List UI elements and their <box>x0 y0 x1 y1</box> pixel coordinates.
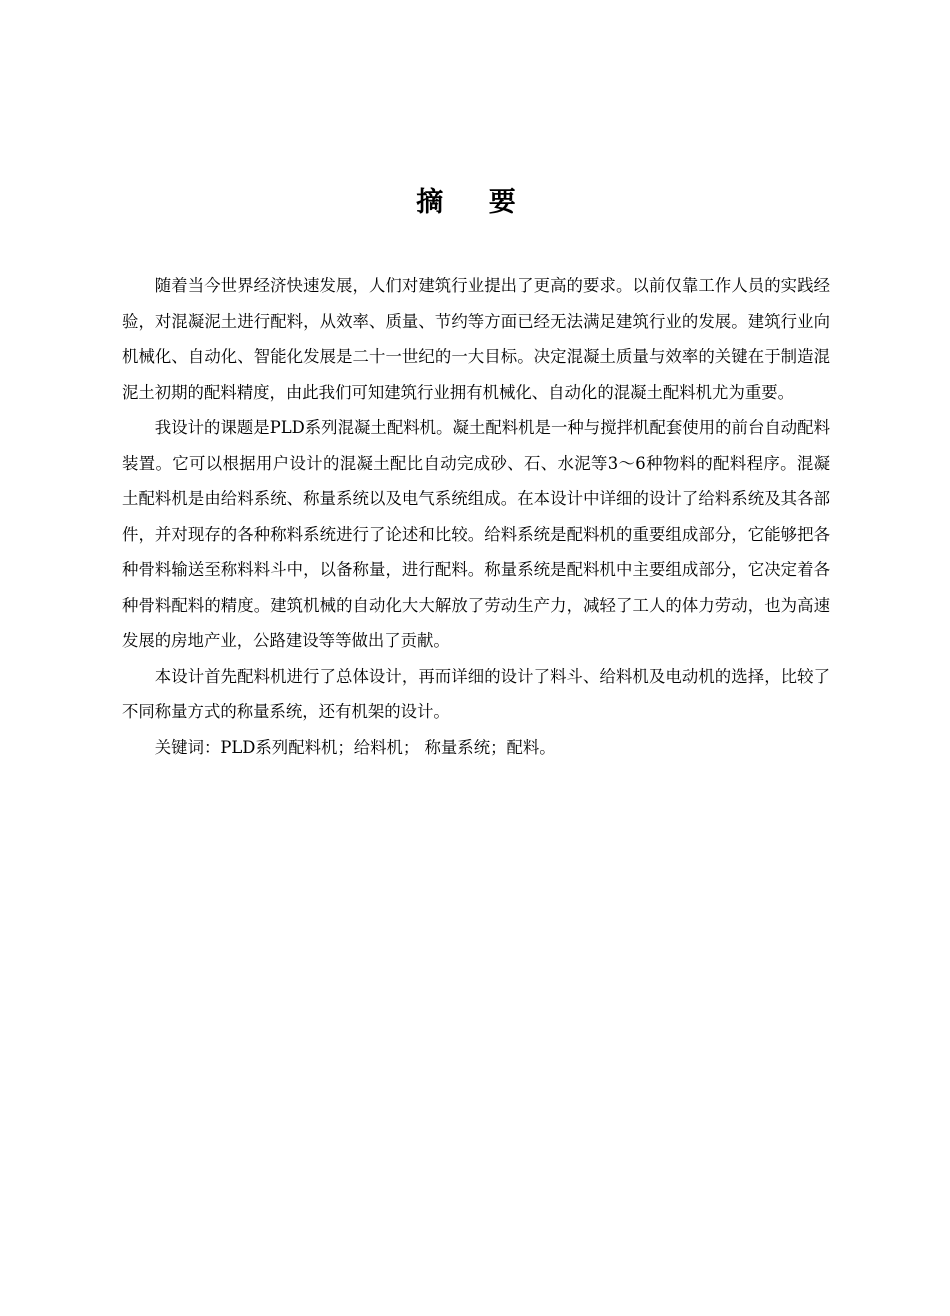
keywords-line: 关键词：PLD系列配料机；给料机； 称量系统；配料。 <box>154 737 556 757</box>
abstract-body <box>122 268 830 765</box>
page-title: 摘 要 <box>416 187 534 218</box>
paragraph-1: 随着当今世界经济快速发展，人们对建筑行业提出了更高的要求。以前仅靠工作人员的实践经验，对混凝泥土进行配料，从效率、质量、节约等方面已经无法满足建筑行业的发展。建筑行业向机械化、自动化、智能化发展是二十一世纪的一大目标。决定混凝土质量与效率的关键在于制造混泥土初期的配料精度，由此我们可知建筑行业拥有机械化、自动化的混凝土配料机尤为重要。 <box>122 276 830 402</box>
paragraph-3: 本设计首先配料机进行了总体设计，再而详细的设计了料斗、给料机及电动机的选择，比较了不同称量方式的称量系统，还有机架的设计。 <box>122 666 830 721</box>
paragraph-2: 我设计的课题是PLD系列混凝土配料机。凝土配料机是一种与搅拌机配套使用的前台自动配料装置。它可以根据用户设计的混凝土配比自动完成砂、石、水泥等3～6种物料的配料程序。混凝土配料机是由给料系统、称量系统以及电气系统组成。在本设计中详细的设计了给料系统及其各部件，并对现存的各种称料系统进行了论述和比较。给料系统是配料机的重要组成部分，它能够把各种骨料输送至称料料斗中，以备称量，进行配料。称量系统是配料机中主要组成部分，它决定着各种骨料配料的精度。建筑机械的自动化大大解放了劳动生产力，减轻了工人的体力劳动，也为高速发展的房地产业，公路建设等等做出了贡献。 <box>122 418 830 650</box>
